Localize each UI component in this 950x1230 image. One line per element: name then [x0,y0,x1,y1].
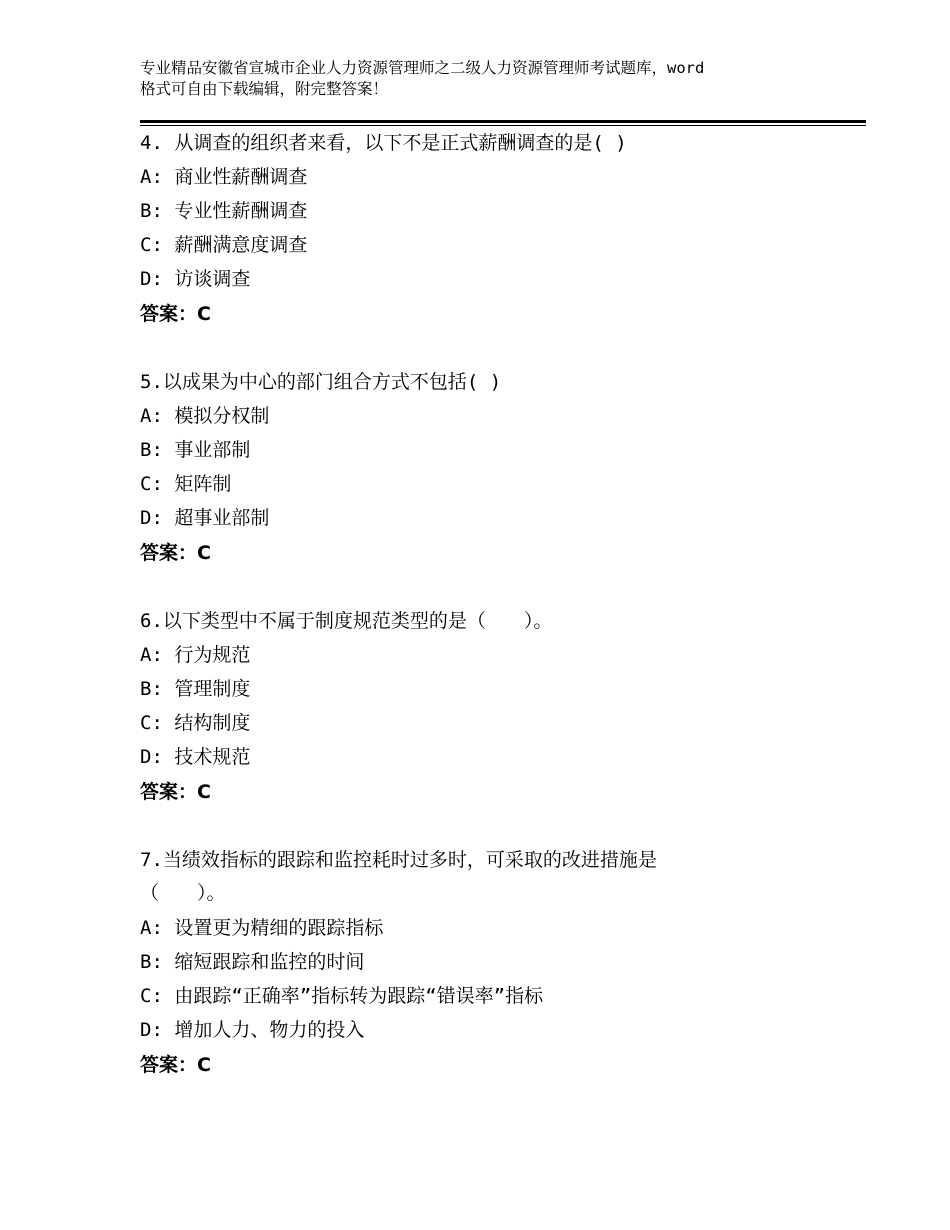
option-d: D: 增加人力、物力的投入 [140,1019,365,1041]
question-stem: 5.以成果为中心的部门组合方式不包括( ) [140,371,502,393]
option-c: C: 由跟踪“正确率”指标转为跟踪“错误率”指标 [140,985,544,1007]
option-a: A: 商业性薪酬调查 [140,166,308,188]
option-b: B: 专业性薪酬调查 [140,200,308,222]
document-header [140,58,840,100]
answer-label: 答案：C [140,781,211,803]
question-stem: 6.以下类型中不属于制度规范类型的是（ ）。 [140,610,553,632]
option-d: D: 技术规范 [140,746,251,768]
question-stem-continuation: （ ）。 [140,882,226,904]
option-b: B: 缩短跟踪和监控的时间 [140,951,365,973]
option-a: A: 设置更为精细的跟踪指标 [140,917,384,939]
question-stem: 7.当绩效指标的跟踪和监控耗时过多时，可采取的改进措施是 [140,849,657,871]
header-line-1: 专业精品安徽省宣城市企业人力资源管理师之二级人力资源管理师考试题库，word [140,59,705,77]
option-c: C: 矩阵制 [140,473,232,495]
option-b: B: 管理制度 [140,678,251,700]
option-d: D: 超事业部制 [140,507,270,529]
option-b: B: 事业部制 [140,439,251,461]
option-c: C: 薪酬满意度调查 [140,234,308,256]
answer-label: 答案：C [140,1054,211,1076]
option-c: C: 结构制度 [140,712,251,734]
header-divider-thin [140,125,866,126]
header-line-2: 格式可自由下载编辑，附完整答案！ [140,80,389,98]
option-d: D: 访谈调查 [140,268,251,290]
answer-label: 答案：C [140,542,211,564]
question-stem: 4. 从调查的组织者来看，以下不是正式薪酬调查的是( ) [140,132,627,154]
option-a: A: 模拟分权制 [140,405,270,427]
option-a: A: 行为规范 [140,644,251,666]
answer-label: 答案：C [140,303,211,325]
header-divider-thick [140,120,866,123]
